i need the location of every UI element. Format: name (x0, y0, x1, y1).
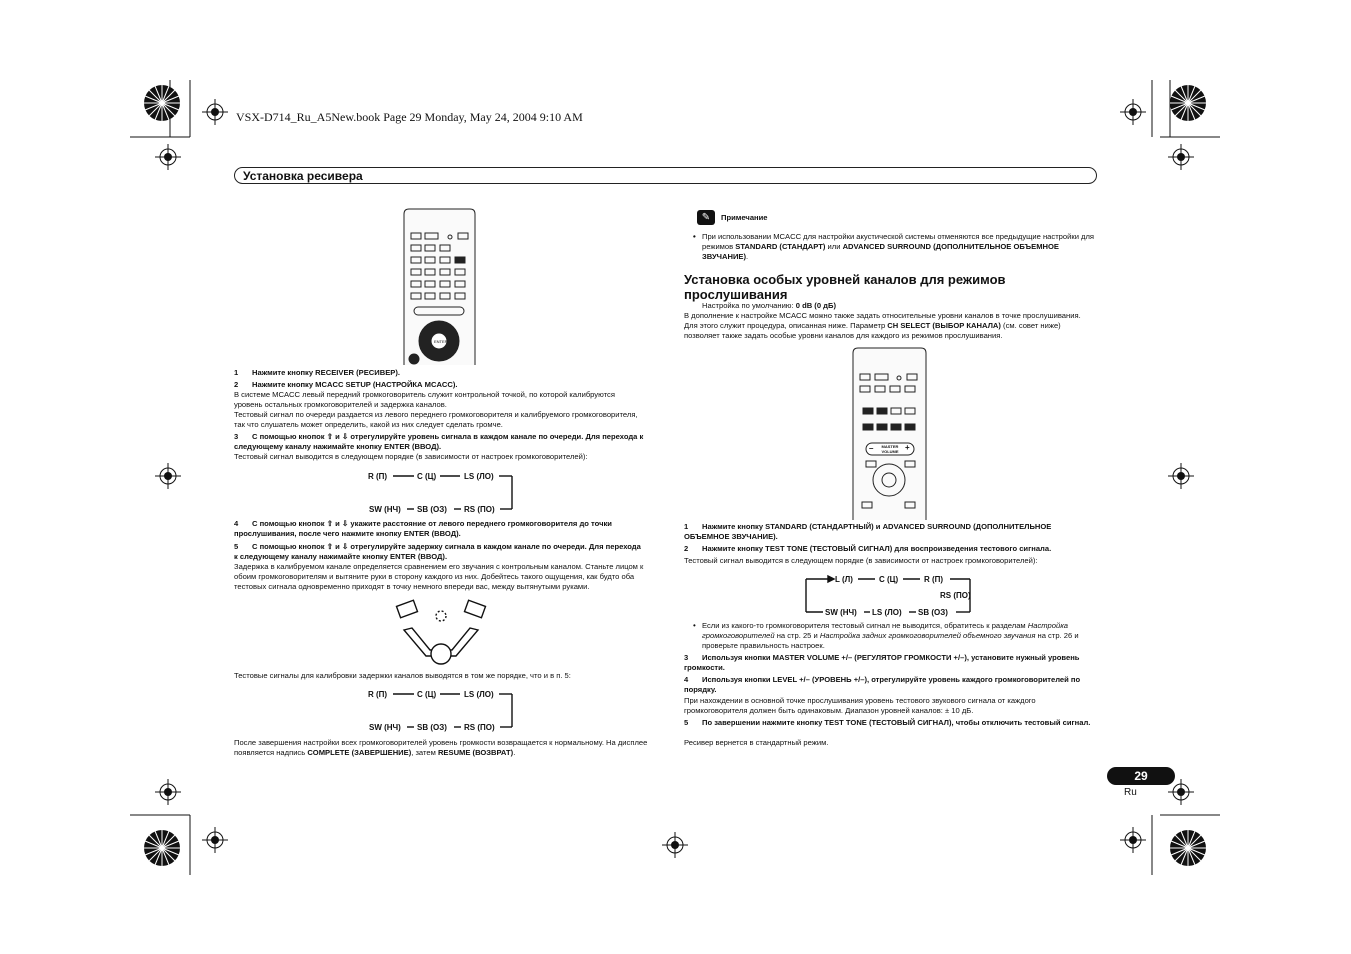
seq-b-rs: RS (ПО) (464, 723, 495, 732)
print-header: VSX-D714_Ru_A5New.book Page 29 Monday, May 24, 2004 9:10 AM (236, 110, 583, 124)
left-step-4: 4 С помощью кнопок ⇧ и ⇩ укажите расстояние от левого переднего громкоговорителя до точки прослушивания, после чего нажмите кнопку ENTER (ВВОД). (234, 519, 612, 539)
seq-b-sw: SW (НЧ) (369, 723, 401, 732)
left-para-2b: Тестовый сигнал по очереди раздается из левого переднего громкоговорителя и калибруемого громкоговорителя, так что слушатель может определить, какой из них следует сделать громче. (234, 410, 638, 430)
right-intro: В дополнение к настройке MCACC можно также задать относительные уровни каналов в точке прослушивания. Для этого служит процедура, описанная ниже. Параметр CH SELECT (ВЫБОР КАНАЛА) (см. совет ниже) позволяет также задать особые уровни каналов для каждого из режимов прослушивания. (684, 311, 1081, 341)
svg-text:ENTER: ENTER (434, 339, 448, 344)
right-bullet-dot: • (693, 621, 696, 630)
note-pencil-icon: ✎ (697, 210, 715, 225)
right-para-4: При нахождении в основной точке прослушивания уровень тестового звукового сигнала от каждого громкоговорителя должен быть одинаковым. Диапазон уровней каналов: ± 10 дБ. (684, 696, 1036, 716)
section-heading: Установка особых уровней каналов для режимов прослушивания (684, 272, 1006, 302)
remote-plus-label: + (905, 443, 910, 452)
seq-c-sw: SW (НЧ) (825, 608, 857, 617)
section-title: Установка ресивера (243, 169, 363, 183)
note-bullet-dot: • (693, 232, 696, 241)
remote-minus-label: – (869, 444, 874, 453)
seq-b-ls: LS (ЛО) (464, 690, 494, 699)
seq-c-c: C (Ц) (879, 575, 899, 584)
right-step-1: 1 Нажмите кнопку STANDARD (СТАНДАРТНЫЙ) и ADVANCED SURROUND (ДОПОЛНИТЕЛЬНОЕ ОБЪЕМНОЕ ЗВУЧАНИЕ). (684, 522, 1052, 542)
left-final-paragraph: После завершения настройки всех громкоговорителей уровень громкости возвращается к нормальному. На дисплее появляется надпись COMPLETE (ЗАВЕРШЕНИЕ), затем RESUME (ВОЗВРАТ). (234, 738, 648, 758)
seq-a-c: C (Ц) (417, 472, 437, 481)
default-setting: Настройка по умолчанию: 0 dB (0 дБ) (702, 301, 836, 310)
seq-a-r: R (П) (368, 472, 388, 481)
language-code: Ru (1124, 787, 1137, 798)
note-title: Примечание (721, 213, 768, 222)
right-step-4: 4 Используя кнопки LEVEL +/– (УРОВЕНЬ +/–), отрегулируйте уровень каждого громкоговорителей по порядку. (684, 675, 1081, 695)
remote-master-volume-label: MASTER VOLUME (881, 444, 899, 454)
seq-a-ls: LS (ЛО) (464, 472, 494, 481)
seq-a-sw: SW (НЧ) (369, 505, 401, 514)
left-para-6: Тестовые сигналы для калибровки задержки каналов выводятся в том же порядке, что и в п. 5: (234, 671, 571, 680)
page-number-badge: 29 (1107, 767, 1175, 785)
right-step-5: 5 По завершении нажмите кнопку TEST TONE (ТЕСТОВЫЙ СИГНАЛ), чтобы отключить тестовый сигнал. (684, 718, 1091, 727)
left-para-3: Тестовый сигнал выводится в следующем порядке (в зависимости от настроек громкоговорителей): (234, 452, 588, 461)
seq-b-r: R (П) (368, 690, 388, 699)
seq-b-sb: SB (ОЗ) (417, 723, 447, 732)
left-step-1: 1 Нажмите кнопку RECEIVER (РЕСИВЕР). (234, 368, 400, 377)
seq-a-sb: SB (ОЗ) (417, 505, 447, 514)
left-step-3: 3 С помощью кнопок ⇧ и ⇩ отрегулируйте уровень сигнала в каждом канале по очереди. Для перехода к следующему каналу нажимайте кнопку ENTER (ВВОД). (234, 432, 644, 452)
right-bullet: Если из какого-то громкоговорителя тестовый сигнал не выводится, обратитесь к разделам Настройка громкоговорителей на стр. 25 и Настройка задних громкоговорителей объемного звучания на стр. 26 и проверьте правильность настроек. (702, 621, 1079, 651)
right-para-2: Тестовый сигнал выводится в следующем порядке (в зависимости от настроек громкоговорителей): (684, 556, 1038, 565)
note-bullet: При использовании MCACC для настройки акустической системы отменяются все предыдущие настройки для режимов STANDARD (СТАНДАРТ) или ADVANCED SURROUND (ДОПОЛНИТЕЛЬНОЕ ОБЪЕМНОЕ ЗВУЧАНИЕ). (702, 232, 1095, 262)
seq-c-sb: SB (ОЗ) (918, 608, 948, 617)
right-para-5: Ресивер вернется в стандартный режим. (684, 738, 829, 747)
seq-c-ls: LS (ЛО) (872, 608, 902, 617)
right-step-2: 2 Нажмите кнопку TEST TONE (ТЕСТОВЫЙ СИГНАЛ) для воспроизведения тестового сигнала. (684, 544, 1052, 553)
left-para-2a: В системе MCACC левый передний громкоговоритель служит контрольной точкой, по которой калибруются уровень остальных громкоговорителей и задержка каналов. (234, 390, 615, 410)
seq-c-rs: RS (ПО) (940, 591, 971, 600)
seq-c-l: L (Л) (835, 575, 853, 584)
seq-b-c: C (Ц) (417, 690, 437, 699)
right-step-3: 3 Используя кнопки MASTER VOLUME +/– (РЕГУЛЯТОР ГРОМКОСТИ +/–), установите нужный уровень громкости. (684, 653, 1080, 673)
seq-c-r: R (П) (924, 575, 944, 584)
seq-a-rs: RS (ПО) (464, 505, 495, 514)
left-step-2: 2 Нажмите кнопку MCACC SETUP (НАСТРОЙКА MCACC). (234, 380, 458, 389)
left-para-5: Задержка в калибруемом канале определяется сравнением его звучания с контрольным каналом. Станьте лицом к обоим громкоговорителям и вытяните руки в сторону каждого из них. Добейтесь такого ощущения, как будто оба тестовых сигнала одновременно приходят в точку немного впереди вас, между вытянутыми руками. (234, 562, 644, 592)
left-step-5: 5 С помощью кнопок ⇧ и ⇩ отрегулируйте задержку сигнала в каждом канале по очереди. Для перехода к следующему каналу нажимайте кнопку ENTER (ВВОД). (234, 542, 641, 562)
